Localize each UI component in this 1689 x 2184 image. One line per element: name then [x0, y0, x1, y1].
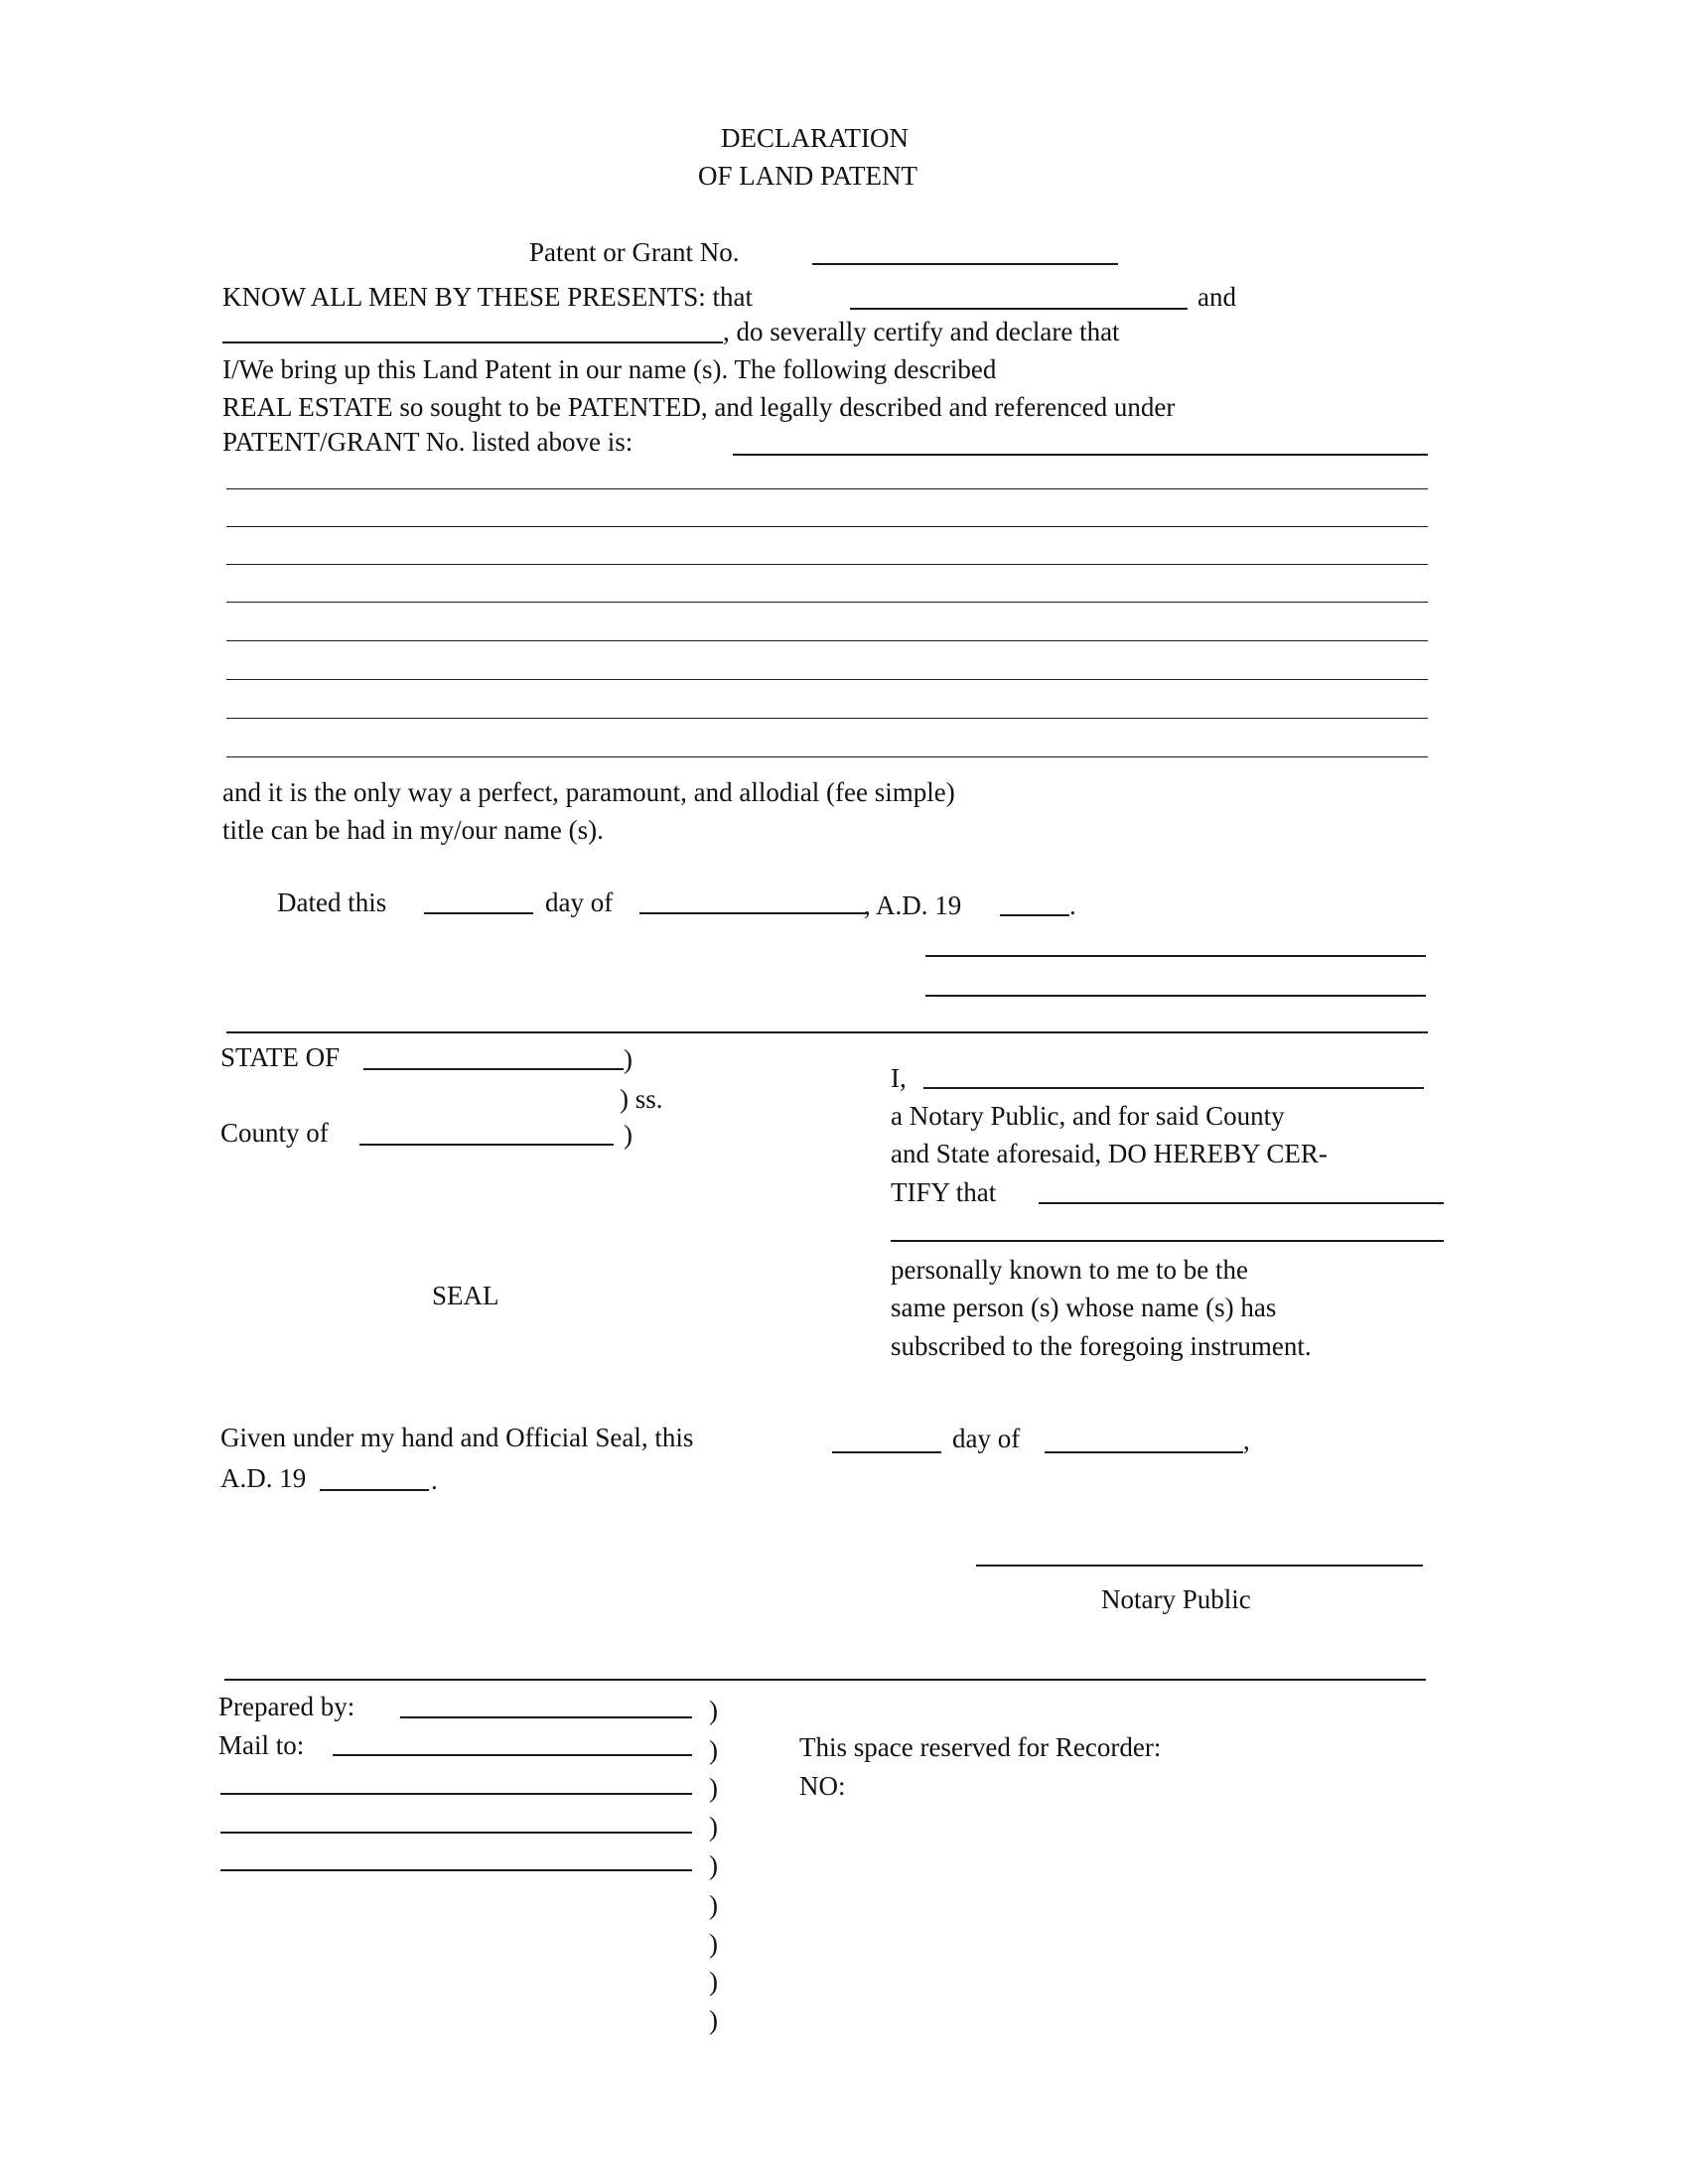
legal-description-line[interactable] — [226, 756, 1428, 757]
mail-to-address-line[interactable] — [220, 1869, 692, 1871]
mail-to-address-line[interactable] — [220, 1832, 692, 1834]
mail-to-address-line[interactable] — [220, 1793, 692, 1795]
state-paren: ) — [624, 1044, 633, 1074]
notary-signature-line[interactable] — [976, 1565, 1423, 1567]
county-field[interactable] — [359, 1144, 614, 1146]
allodial-text-2: title can be had in my/our name (s). — [222, 815, 604, 845]
declarant-name-field-2[interactable] — [222, 341, 723, 343]
know-all-text: KNOW ALL MEN BY THESE PRESENTS: that — [222, 282, 754, 312]
notary-name-field[interactable] — [923, 1087, 1424, 1089]
footer-paren: ) — [709, 1773, 718, 1803]
dated-ad-label: , A.D. 19 — [864, 890, 962, 920]
recorder-no-label: NO: — [799, 1771, 846, 1801]
notary-i-label: I, — [891, 1063, 907, 1093]
dated-day-field[interactable] — [424, 912, 533, 914]
dated-year-field[interactable] — [1000, 914, 1069, 916]
legal-description-line[interactable] — [226, 718, 1428, 719]
body-line-5: PATENT/GRANT No. listed above is: — [222, 427, 633, 457]
legal-description-line[interactable] — [226, 640, 1428, 641]
dated-month-field[interactable] — [639, 912, 866, 914]
notary-cert-line-4: personally known to me to be the — [891, 1255, 1248, 1285]
mail-to-label: Mail to: — [218, 1730, 305, 1760]
footer-paren: ) — [709, 1812, 718, 1842]
footer-paren: ) — [709, 1967, 718, 1996]
notary-cert-line-1: a Notary Public, and for said County — [891, 1101, 1285, 1131]
state-of-label: STATE OF — [220, 1042, 341, 1072]
footer-paren: ) — [709, 2005, 718, 2035]
footer-paren: ) — [709, 1850, 718, 1880]
section-divider — [226, 1031, 1428, 1033]
given-month-field[interactable] — [1045, 1451, 1243, 1453]
allodial-text-1: and it is the only way a perfect, paramount, and allodial (fee simple) — [222, 777, 955, 807]
recorder-space-label: This space reserved for Recorder: — [799, 1732, 1162, 1762]
footer-paren: ) — [709, 1929, 718, 1959]
certify-text: , do severally certify and declare that — [723, 317, 1120, 346]
notary-cert-line-5: same person (s) whose name (s) has — [891, 1293, 1277, 1322]
footer-divider — [224, 1679, 1426, 1681]
given-comma: , — [1243, 1426, 1250, 1455]
footer-paren: ) — [709, 1696, 718, 1725]
dated-period: . — [1069, 890, 1076, 920]
declarant-signature-line-2[interactable] — [925, 995, 1426, 997]
legal-description-line[interactable] — [226, 526, 1428, 527]
given-period: . — [431, 1465, 438, 1495]
legal-description-line[interactable] — [226, 488, 1428, 489]
state-field[interactable] — [363, 1068, 624, 1070]
prepared-by-field[interactable] — [400, 1716, 692, 1718]
given-year-field[interactable] — [320, 1489, 429, 1491]
dated-day-of-label: day of — [545, 887, 614, 917]
county-paren: ) — [624, 1120, 633, 1150]
footer-paren: ) — [709, 1890, 718, 1920]
given-ad-label: A.D. 19 — [220, 1463, 307, 1493]
legal-description-field-1[interactable] — [733, 454, 1428, 456]
patent-no-label: Patent or Grant No. — [529, 237, 740, 267]
given-day-of-label: day of — [952, 1424, 1021, 1453]
body-line-3: I/We bring up this Land Patent in our name (s). The following described — [222, 354, 997, 384]
given-day-field[interactable] — [832, 1451, 941, 1453]
declarant-signature-line-1[interactable] — [925, 955, 1426, 957]
ss-label: ) ss. — [620, 1084, 663, 1114]
county-of-label: County of — [220, 1118, 329, 1148]
legal-description-line[interactable] — [226, 564, 1428, 565]
and-text: and — [1197, 282, 1236, 312]
notary-public-label: Notary Public — [1101, 1584, 1251, 1614]
footer-paren: ) — [709, 1735, 718, 1765]
prepared-by-label: Prepared by: — [218, 1692, 355, 1721]
patent-no-field[interactable] — [812, 263, 1118, 265]
legal-description-line[interactable] — [226, 679, 1428, 680]
mail-to-field[interactable] — [333, 1754, 692, 1756]
certified-person-field-1[interactable] — [1039, 1202, 1444, 1204]
declarant-name-field-1[interactable] — [850, 308, 1188, 310]
document-title-line1: DECLARATION — [721, 123, 909, 153]
notary-cert-line-2: and State aforesaid, DO HEREBY CER- — [891, 1139, 1328, 1168]
legal-description-line[interactable] — [226, 602, 1428, 603]
seal-label: SEAL — [432, 1281, 499, 1310]
dated-this-label: Dated this — [277, 887, 387, 917]
body-line-4: REAL ESTATE so sought to be PATENTED, and legally described and referenced under — [222, 392, 1176, 422]
notary-cert-line-3: TIFY that — [891, 1177, 997, 1207]
document-title-line2: OF LAND PATENT — [698, 161, 918, 191]
given-under-text: Given under my hand and Official Seal, this — [220, 1423, 694, 1452]
notary-cert-line-6: subscribed to the foregoing instrument. — [891, 1331, 1312, 1361]
certified-person-field-2[interactable] — [891, 1240, 1444, 1242]
